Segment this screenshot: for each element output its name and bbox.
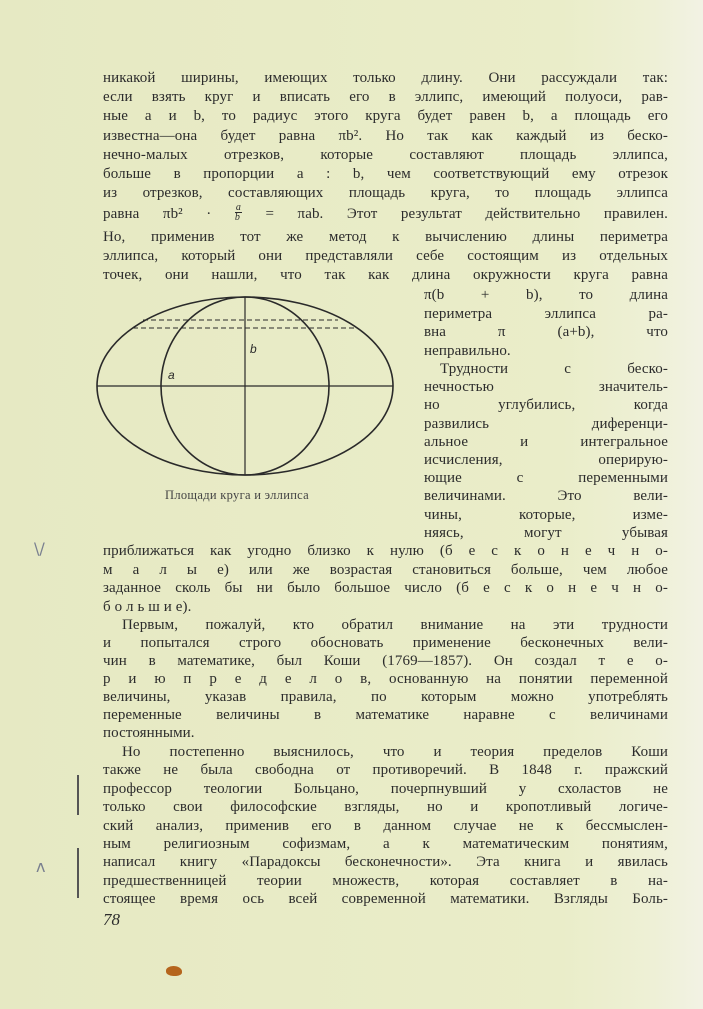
text-line: Первым, пожалуй, кто обратил внимание на эти трудности: [122, 617, 668, 633]
figure-caption: Площади круга и эллипса: [165, 488, 310, 502]
text-line: развились диференци-: [424, 415, 668, 432]
text-line: нечно-малых отрезков, которые составляют площадь эллипса,: [103, 146, 668, 163]
text-line: Но постепенно выяснилось, что и теория пределов Коши: [122, 744, 668, 760]
label-b: b: [250, 342, 257, 356]
text-line: величинами. Это вели-: [424, 488, 668, 505]
text-line: периметра эллипса ра-: [424, 305, 668, 322]
text-line: ные a и b, то радиус этого круга будет равен b, а площадь его: [103, 108, 668, 125]
text-line: Но, применив тот же метод к вычислению длины периметра: [103, 229, 668, 245]
text-line: больше в пропорции a : b, чем соответствующий ему отрезок: [103, 166, 668, 182]
text-line: предшественницей теории множеств, которая составляет в на-: [103, 872, 668, 889]
formula-line: [103, 202, 669, 224]
text-line: и попытался строго обосновать применение бесконечных вели-: [103, 635, 668, 651]
text-line: написал книгу «Парадоксы бесконечности». Эта книга и явилась: [103, 854, 668, 871]
text-line: точек, они нашли, что так как длина окружности круга равна: [103, 267, 668, 283]
text-line: Трудности с беско-: [440, 361, 668, 377]
text-line: приближаться как угодно близко к нулю (б е с к о н е ч н о-: [103, 543, 668, 559]
text-line: б о л ь ш и е).: [103, 598, 192, 615]
text-line: профессор теологии Больцано, почерпнувший у схоластов не: [103, 780, 668, 797]
formula-post: = πab. Этот результат действительно правилен.: [265, 206, 669, 222]
text-line: только свои философские взгляды, но и кропотливый логиче-: [103, 799, 668, 816]
formula-pre: равна πb² ·: [103, 206, 212, 222]
text-line: величины, указав правила, по которым можно употреблять: [103, 689, 668, 705]
text-line: из отрезков, составляющих площадь круга, то площадь эллипса: [103, 185, 668, 202]
text-line: няясь, могут убывая: [424, 524, 668, 541]
text-line: постоянными.: [103, 725, 195, 741]
text-line: вна π (a+b), что: [424, 324, 668, 340]
text-line: заданное сколь бы ни было большое число (б е с к о н е ч н о-: [103, 580, 668, 597]
label-a: a: [168, 368, 175, 382]
text-line: π(b + b), то длина: [424, 287, 668, 303]
text-line: неправильно.: [424, 342, 511, 359]
pencil-mark: \/: [34, 539, 45, 558]
text-line: но углубились, когда: [424, 397, 668, 414]
text-line: нечностью значитель-: [424, 379, 668, 396]
text-line: также не была свободна от противоречий. В 1848 г. пражский: [103, 762, 668, 779]
text-line: стоящее время ось всей современной математики. Взгляды Боль-: [103, 891, 668, 908]
text-line: альное и интегральное: [424, 433, 668, 450]
text-line: никакой ширины, имеющих только длину. Они рассуждали так:: [103, 70, 668, 86]
text-line: ющие с переменными: [424, 470, 668, 487]
text-line: р и ю п р е д е л о в, основанную на понятии переменной: [103, 671, 668, 687]
text-line: чин в математике, был Коши (1769—1857). Он создал т е о-: [103, 653, 668, 669]
fraction-a-over-b: [235, 203, 242, 222]
ellipse-circle-figure: [90, 290, 410, 485]
ink-blot: [166, 966, 182, 976]
text-line: ский анализ, применив его в данном случае не к бессмыслен-: [103, 817, 668, 834]
text-line: если взять круг и вписать его в эллипс, имеющий полуоси, рав-: [103, 89, 668, 106]
fraction-denominator: b: [234, 212, 240, 224]
fraction-numerator: a: [235, 202, 241, 214]
margin-mark: [77, 775, 79, 815]
margin-mark: [77, 848, 79, 898]
text-line: переменные величины в математике наравне с величинами: [103, 707, 668, 723]
text-line: эллипса, который они представляли себе состоящим из отдельных: [103, 248, 668, 264]
text-line: ным религиозным софизмам, а к математическим понятиям,: [103, 836, 668, 852]
text-line: чины, которые, изме-: [424, 506, 668, 523]
text-line: исчисления, оперирую-: [424, 452, 668, 468]
page-number: 78: [103, 910, 120, 929]
pencil-mark: ʌ: [36, 857, 46, 876]
text-line: известна—она будет равна πb². Но так как каждый из беско-: [103, 127, 668, 144]
text-line: м а л ы е) или же возрастая становиться больше, чем любое: [103, 561, 668, 578]
